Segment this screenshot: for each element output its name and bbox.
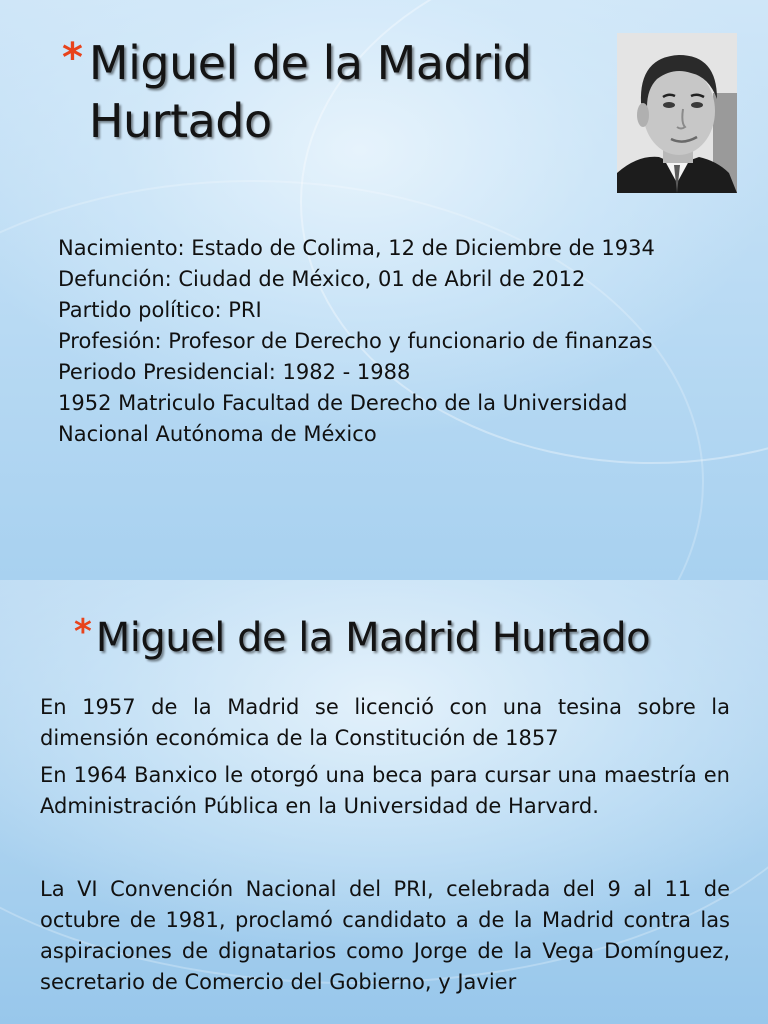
slide-2	[0, 580, 768, 1024]
portrait-photo	[617, 33, 737, 193]
paragraph-harvard: En 1964 Banxico le otorgó una beca para cursar una maestría en Administración Pública en la Universidad de Harvard.	[40, 763, 730, 818]
biography-facts-list	[58, 233, 718, 450]
fact-death: Defunción: Ciudad de México, 01 de Abril de 2012	[58, 267, 586, 291]
asterisk-bullet-icon: *	[74, 612, 92, 652]
slide-2-title: Miguel de la Madrid Hurtado	[95, 615, 651, 661]
paragraph-candidacy: La VI Convención Nacional del PRI, celebrada del 9 al 11 de octubre de 1981, proclamó candidato a de la Madrid contra las aspiraciones de dignatarios como Jorge de la Vega Domínguez, secretario de Comercio del Gobierno, y Javier	[40, 877, 730, 994]
slide-1-title	[89, 34, 569, 150]
fact-education: 1952 Matriculo Facultad de Derecho de la Universidad Nacional Autónoma de México	[58, 391, 628, 446]
slide-2-body	[40, 692, 730, 1004]
title-line-2: Hurtado	[88, 94, 272, 148]
title-line-1: Miguel de la Madrid	[88, 36, 532, 90]
asterisk-bullet-icon: *	[62, 35, 83, 81]
fact-party: Partido político: PRI	[58, 298, 262, 322]
portrait-image	[617, 33, 737, 193]
fact-presidential-term: Periodo Presidencial: 1982 - 1988	[58, 360, 411, 384]
fact-profession: Profesión: Profesor de Derecho y funcionario de finanzas	[58, 329, 653, 353]
slide-1-title-row	[62, 34, 569, 150]
paragraph-thesis: En 1957 de la Madrid se licenció con una tesina sobre la dimensión económica de la Constitución de 1857	[40, 695, 730, 750]
slide-2-title-row	[74, 613, 650, 663]
fact-birth: Nacimiento: Estado de Colima, 12 de Diciembre de 1934	[58, 236, 655, 260]
